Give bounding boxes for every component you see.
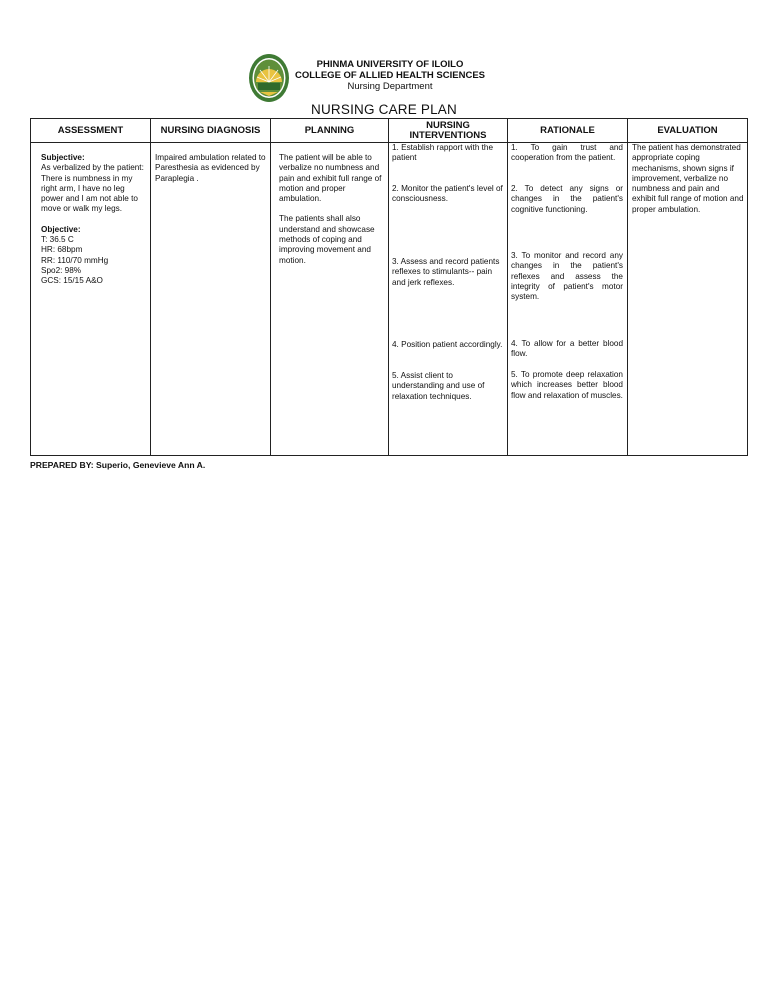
evaluation-text: The patient has demonstrated appropriate coping mechanisms, shown signs if improvement, verbalize no numbness and pain and exhibit full range of motion and proper ambulation. [632,143,744,214]
planning-goal-1: The patient will be able to verbalize no numbness and pain and exhibit full range of motion and proper ambulation. [279,153,382,204]
table-row [31,143,748,456]
subjective-label: Subjective: [41,153,85,162]
evaluation-cell [628,143,748,456]
vital-respiratory-rate: RR: 110/70 mmHg [41,255,109,265]
vital-gcs: GCS: 15/15 A&O [41,276,103,286]
rationale-3: 3. To monitor and record any changes in the patient's reflexes and assess the integrity of patient's motor system. [511,251,623,302]
intervention-4: 4. Position patient accordingly. [392,340,503,349]
planning-goal-2: The patients shall also understand and showcase methods of coping and improving movement and motion. [279,214,375,265]
col-header-evaluation: EVALUATION [628,119,748,143]
col-header-rationale: RATIONALE [508,119,628,143]
rationale-5: 5. To promote deep relaxation which increases better blood flow and relaxation of muscles. [511,370,623,400]
intervention-1: 1. Establish rapport with the patient [392,143,494,163]
planning-cell [271,143,389,456]
subjective-text: As verbalized by the patient: There is numbness in my right arm, I have no leg power and I am not able to move or walk my legs. [41,163,144,214]
university-name: PHINMA UNIVERSITY OF ILOILO [316,59,464,70]
assessment-cell [31,143,151,456]
diagnosis-cell [151,143,271,456]
care-plan-table [30,118,748,456]
rationale-2: 2. To detect any signs or changes in the patient's cognitive functioning. [511,184,623,214]
page-title: NURSING CARE PLAN [311,102,457,117]
diagnosis-text: Impaired ambulation related to Paresthesia as evidenced by Paraplegia . [155,153,266,183]
university-seal-icon [248,52,290,104]
rationale-1: 1. To gain trust and cooperation from the patient. [511,143,623,163]
vital-spo2: Spo2: 98% [41,265,82,275]
prepared-by: PREPARED BY: Superio, Genevieve Ann A. [30,460,206,470]
intervention-2: 2. Monitor the patient's level of consciousness. [392,184,503,204]
department-name: Nursing Department [347,81,433,92]
rationale-cell [508,143,628,456]
col-header-planning: PLANNING [271,119,389,143]
intervention-5: 5. Assist client to understanding and use of relaxation techniques. [392,371,485,401]
objective-label: Objective: [41,224,81,234]
interventions-cell [389,143,508,456]
header-text [292,59,488,92]
col-header-diagnosis: NURSING DIAGNOSIS [151,119,271,143]
col-header-interventions: NURSING INTERVENTIONS [389,119,508,143]
college-name: COLLEGE OF ALLIED HEALTH SCIENCES [294,70,485,81]
col-header-assessment: ASSESSMENT [31,119,151,143]
intervention-3: 3. Assess and record patients reflexes to stimulants-- pain and jerk reflexes. [392,257,500,287]
vital-heart-rate: HR: 68bpm [41,245,83,255]
document-header [246,52,536,106]
table-header-row [31,119,748,143]
rationale-4: 4. To allow for a better blood flow. [511,339,623,359]
vital-temperature: T: 36.5 C [41,235,74,245]
